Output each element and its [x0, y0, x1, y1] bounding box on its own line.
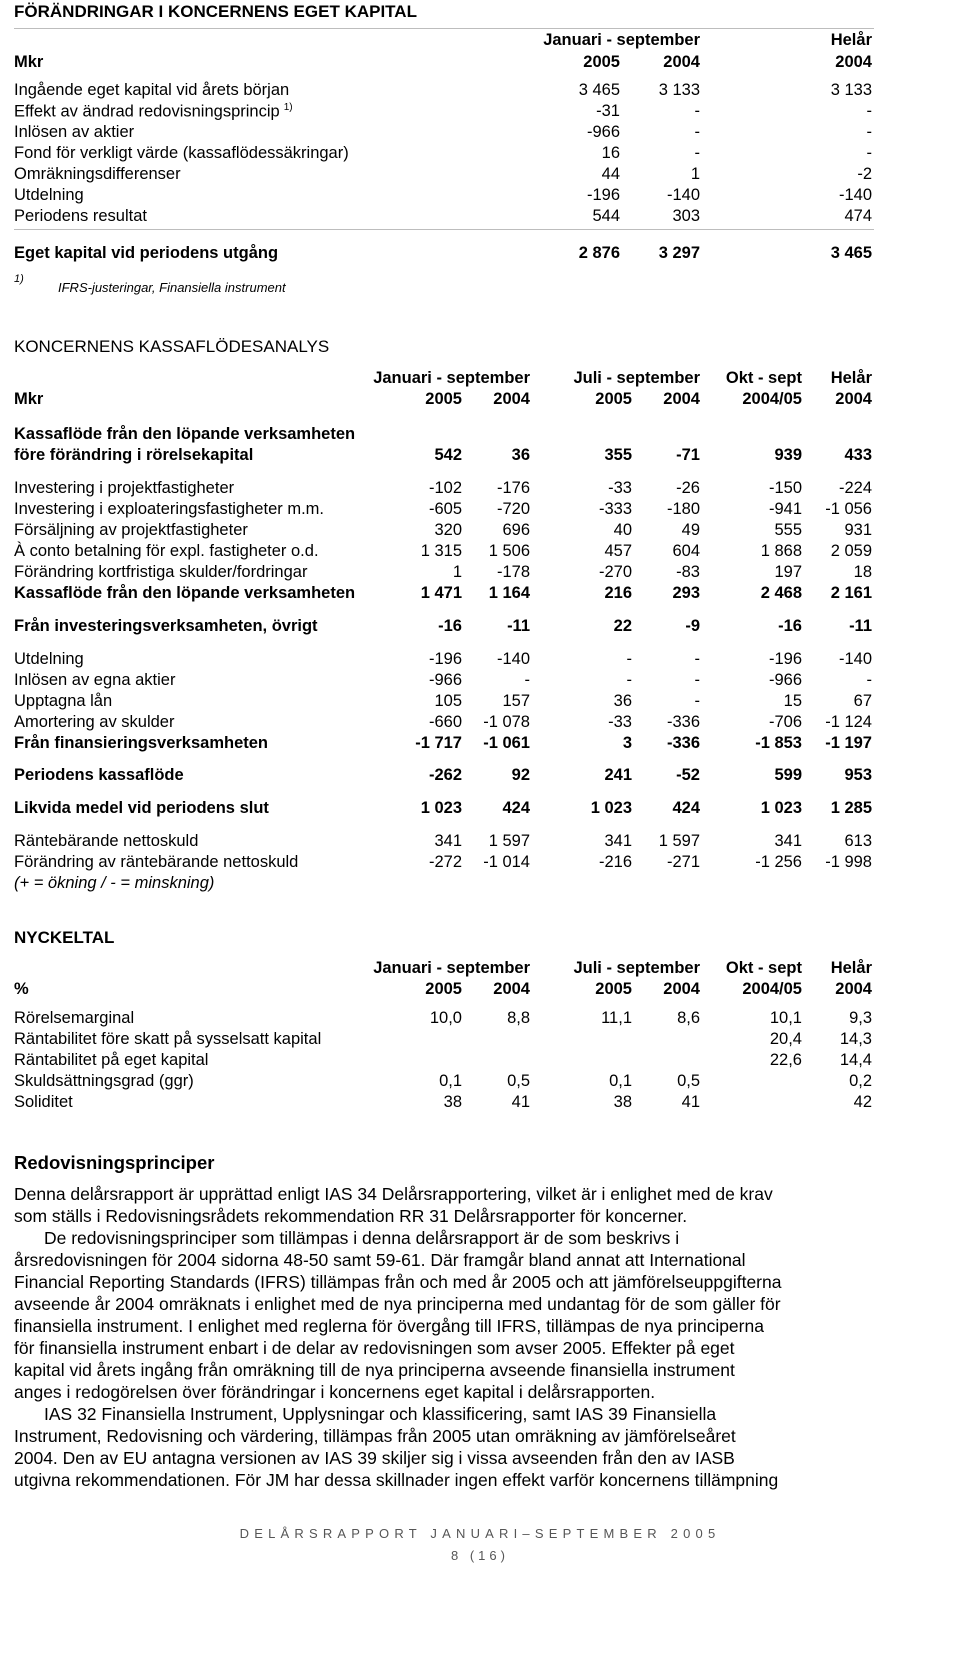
- principles-line: 2004. Den av EU antagna versionen av IAS 39 skiljer sig i vissa avseenden från den av IASB: [14, 1448, 735, 1468]
- ratios-row-label: Soliditet: [14, 1093, 73, 1111]
- cashflow-mkr: Mkr: [14, 390, 44, 408]
- cashflow-cell: 341: [774, 832, 802, 850]
- cashflow-cell: -: [524, 671, 530, 689]
- cashflow-cell: -180: [666, 500, 700, 518]
- equity-total-label: Eget kapital vid periodens utgång: [14, 244, 279, 262]
- cashflow-cell: 320: [434, 521, 462, 539]
- cashflow-cell: -1 124: [825, 713, 872, 731]
- cashflow-top-cell: 36: [511, 446, 530, 464]
- equity-row-label: Periodens resultat: [14, 207, 147, 225]
- cashflow-cell: -: [694, 650, 700, 668]
- cashflow-cell: -196: [768, 650, 802, 668]
- cashflow-cell: -: [866, 671, 872, 689]
- ratios-cell: 41: [681, 1093, 700, 1111]
- ratios-year: 2005: [595, 980, 632, 998]
- equity-cell: -: [694, 144, 700, 162]
- cashflow-cell: -1 717: [415, 734, 462, 752]
- cashflow-cell: -176: [496, 479, 530, 497]
- equity-mkr: Mkr: [14, 53, 44, 71]
- equity-cell: 44: [601, 165, 620, 183]
- equity-total-divider: [14, 229, 874, 230]
- cashflow-cell: -140: [496, 650, 530, 668]
- equity-cell: 3 465: [578, 81, 620, 99]
- cashflow-top-label-2: före förändring i rörelsekapital: [14, 446, 254, 464]
- cashflow-row-label: Från investeringsverksamheten, övrigt: [14, 617, 318, 635]
- cashflow-cell: 2 468: [760, 584, 802, 602]
- cashflow-cell: 341: [434, 832, 462, 850]
- ratios-cell: 0,1: [439, 1072, 462, 1090]
- equity-cell: -966: [586, 123, 620, 141]
- cashflow-cell: 92: [511, 766, 530, 784]
- cashflow-cell: 1 023: [590, 799, 632, 817]
- cashflow-row-label: Försäljning av projektfastigheter: [14, 521, 248, 539]
- principles-line: Financial Reporting Standards (IFRS) tillämpas från och med år 2005 och att jämförelseuppgifterna: [14, 1272, 782, 1292]
- cashflow-cell: 931: [844, 521, 872, 539]
- cashflow-row-label: Förändring kortfristiga skulder/fordringar: [14, 563, 308, 581]
- equity-cell: -140: [838, 186, 872, 204]
- cashflow-cell: -706: [768, 713, 802, 731]
- cashflow-cell: -262: [428, 766, 462, 784]
- cashflow-cell: 341: [604, 832, 632, 850]
- cashflow-row-label: Upptagna lån: [14, 692, 113, 710]
- cashflow-cell: 18: [853, 563, 872, 581]
- cashflow-row-label: Förändring av räntebärande nettoskuld: [14, 853, 299, 871]
- equity-year-1: 2004: [663, 53, 700, 71]
- principles-title: Redovisningsprinciper: [14, 1152, 215, 1173]
- equity-cell: -196: [586, 186, 620, 204]
- equity-cell: -: [694, 123, 700, 141]
- cashflow-top-cell: -71: [676, 446, 700, 464]
- cashflow-row-label: Kassaflöde från den löpande verksamheten: [14, 584, 356, 602]
- cashflow-title: KONCERNENS KASSAFLÖDESANALYS: [14, 337, 330, 356]
- cashflow-top-label-1: Kassaflöde från den löpande verksamheten: [14, 425, 356, 443]
- cashflow-cell: 953: [844, 766, 872, 784]
- cashflow-row-label: À conto betalning för expl. fastigheter o.d.: [14, 542, 319, 560]
- cashflow-cell: 15: [783, 692, 802, 710]
- equity-cell: -: [694, 102, 700, 120]
- principles-line: utgivna rekommendationen. För JM har dessa skillnader ingen effekt varför koncernens tillämpning: [14, 1470, 779, 1490]
- ratios-cell: 0,5: [507, 1072, 530, 1090]
- ratios-cell: 0,2: [849, 1072, 872, 1090]
- cashflow-top-cell: 433: [844, 446, 872, 464]
- cashflow-cell: -271: [666, 853, 700, 871]
- equity-period-head: Januari - september: [543, 31, 700, 49]
- ratios-cell: 41: [511, 1093, 530, 1111]
- ratios-title: NYCKELTAL: [14, 928, 115, 947]
- footnote-reference: 1): [283, 102, 293, 113]
- equity-total-value: 3 465: [830, 244, 872, 262]
- equity-cell: 3 133: [830, 81, 872, 99]
- ratios-cell: 8,8: [507, 1009, 530, 1027]
- cashflow-cell: -140: [838, 650, 872, 668]
- equity-row-label: Effekt av ändrad redovisningsprincip $^{1)}$: [14, 102, 293, 121]
- cashflow-row-label: Utdelning: [14, 650, 84, 668]
- cashflow-cell: 424: [502, 799, 530, 817]
- cashflow-cell: -1 197: [825, 734, 872, 752]
- cashflow-year: 2004/05: [742, 390, 802, 408]
- cashflow-year: 2004: [663, 390, 700, 408]
- ratios-cell: 8,6: [677, 1009, 700, 1027]
- cashflow-head-jan-sep: Januari - september: [373, 369, 530, 387]
- principles-line: IAS 32 Finansiella Instrument, Upplysningar och klassificering, samt IAS 39 Finansiella: [44, 1404, 717, 1424]
- equity-cell: -2: [857, 165, 872, 183]
- cashflow-cell: 1 285: [830, 799, 872, 817]
- cashflow-cell: 36: [613, 692, 632, 710]
- cashflow-cell: -9: [685, 617, 700, 635]
- principles-line: för finansiella instrument enbart i de delar av redovisningen som avser 2005. Effekter på eget: [14, 1338, 735, 1358]
- cashflow-cell: -11: [849, 617, 872, 635]
- equity-year-0: 2005: [583, 53, 620, 71]
- equity-full-head: Helår: [830, 31, 872, 49]
- cashflow-cell: -11: [507, 617, 530, 635]
- equity-total-value: 3 297: [658, 244, 700, 262]
- cashflow-cell: -966: [768, 671, 802, 689]
- cashflow-cell: -: [694, 671, 700, 689]
- cashflow-cell: -224: [838, 479, 872, 497]
- cashflow-cell: 1 023: [420, 799, 462, 817]
- cashflow-cell: -1 078: [483, 713, 530, 731]
- ratios-cell: 42: [853, 1093, 872, 1111]
- cashflow-cell: 67: [853, 692, 872, 710]
- equity-row-label: Inlösen av aktier: [14, 123, 135, 141]
- cashflow-row-label: Periodens kassaflöde: [14, 766, 184, 784]
- cashflow-year: 2005: [595, 390, 632, 408]
- cashflow-cell: 1 315: [420, 542, 462, 560]
- cashflow-cell: -150: [768, 479, 802, 497]
- cashflow-row-label: Amortering av skulder: [14, 713, 175, 731]
- cashflow-cell: 424: [672, 799, 700, 817]
- footer-report-title: DELÅRSRAPPORT JANUARI–SEPTEMBER 2005: [239, 1526, 721, 1541]
- cashflow-cell: -333: [598, 500, 632, 518]
- cashflow-year: 2004: [835, 390, 872, 408]
- ratios-year: 2004: [493, 980, 530, 998]
- cashflow-cell: -16: [778, 617, 802, 635]
- equity-row-label: Fond för verkligt värde (kassaflödessäkringar): [14, 144, 349, 162]
- cashflow-cell: -1 056: [825, 500, 872, 518]
- cashflow-cell: -: [626, 650, 632, 668]
- cashflow-cell: 105: [434, 692, 462, 710]
- cashflow-head-helar: Helår: [830, 369, 872, 387]
- cashflow-cell: 1 506: [488, 542, 530, 560]
- cashflow-cell: 1 164: [488, 584, 530, 602]
- cashflow-cell: -16: [438, 617, 462, 635]
- footer-page-number: 8 (16): [451, 1548, 509, 1563]
- principles-body: [14, 1183, 954, 1491]
- cashflow-cell: 696: [502, 521, 530, 539]
- cashflow-cell: 1: [452, 563, 462, 581]
- footnote-text: IFRS-justeringar, Finansiella instrument: [58, 280, 286, 295]
- ratios-row-label: Skuldsättningsgrad (ggr): [14, 1072, 194, 1090]
- equity-cell: -: [866, 144, 872, 162]
- equity-year-2: 2004: [835, 53, 872, 71]
- ratios-head-helar: Helår: [830, 959, 872, 977]
- cashflow-row-label: Inlösen av egna aktier: [14, 671, 176, 689]
- ratios-cell: 38: [613, 1093, 632, 1111]
- cashflow-cell: 40: [613, 521, 632, 539]
- cashflow-cell: -966: [428, 671, 462, 689]
- cashflow-cell: 555: [774, 521, 802, 539]
- ratios-cell: 38: [443, 1093, 462, 1111]
- cashflow-row-label: Investering i exploateringsfastigheter m.m.: [14, 500, 324, 518]
- equity-cell: -: [866, 123, 872, 141]
- cashflow-row-label: Räntebärande nettoskuld: [14, 832, 199, 850]
- cashflow-cell: -1 061: [483, 734, 530, 752]
- cashflow-cell: 1 597: [488, 832, 530, 850]
- cashflow-cell: 22: [613, 617, 632, 635]
- cashflow-cell: -52: [676, 766, 700, 784]
- footnote-mark: 1): [14, 273, 24, 285]
- cashflow-cell: -: [626, 671, 632, 689]
- equity-cell: -31: [596, 102, 620, 120]
- cashflow-cell: -660: [428, 713, 462, 731]
- cashflow-cell: 2 161: [830, 584, 872, 602]
- equity-cell: 474: [844, 207, 872, 225]
- cashflow-cell: -336: [666, 713, 700, 731]
- ratios-row-label: Rörelsemarginal: [14, 1009, 135, 1027]
- cashflow-cell: 241: [604, 766, 632, 784]
- cashflow-cell: 3: [622, 734, 632, 752]
- cashflow-cell: 157: [502, 692, 530, 710]
- ratios-cell: 14,4: [839, 1051, 872, 1069]
- cashflow-cell: 604: [672, 542, 700, 560]
- equity-top-divider: [14, 28, 874, 29]
- equity-row-label: Omräkningsdifferenser: [14, 165, 181, 183]
- cashflow-cell: -720: [496, 500, 530, 518]
- cashflow-cell: -941: [768, 500, 802, 518]
- cashflow-cell: 197: [774, 563, 802, 581]
- cashflow-top-cell: 542: [434, 446, 462, 464]
- cashflow-cell: 1 868: [760, 542, 802, 560]
- cashflow-cell: -1 014: [483, 853, 530, 871]
- equity-cell: 3 133: [658, 81, 700, 99]
- equity-cell: -: [866, 102, 872, 120]
- cashflow-cell: 49: [681, 521, 700, 539]
- ratios-cell: 10,1: [769, 1009, 802, 1027]
- ratios-head-okt-sept: Okt - sept: [725, 959, 802, 977]
- ratios-cell: 20,4: [769, 1030, 802, 1048]
- principles-line: årsredovisningen för 2004 sidorna 48-50 samt 59-61. Där framgår bland annat att International: [14, 1250, 746, 1270]
- principles-line: De redovisningsprinciper som tillämpas i denna delårsrapport är de som beskrivs i: [44, 1228, 680, 1248]
- cashflow-cell: -26: [676, 479, 700, 497]
- cashflow-cell: -270: [598, 563, 632, 581]
- cashflow-cell: 1 471: [420, 584, 462, 602]
- cashflow-cell: 599: [774, 766, 802, 784]
- cashflow-cell: 216: [604, 584, 632, 602]
- cashflow-cell: -216: [598, 853, 632, 871]
- equity-row-label: Ingående eget kapital vid årets början: [14, 81, 290, 99]
- principles-line: anges i redogörelsen över förändringar i koncernens eget kapital i delårsrapporten.: [14, 1382, 656, 1402]
- ratios-year: 2005: [425, 980, 462, 998]
- cashflow-row-label: Likvida medel vid periodens slut: [14, 799, 269, 817]
- cashflow-cell: -1 256: [755, 853, 802, 871]
- ratios-row-label: Räntabilitet på eget kapital: [14, 1051, 209, 1069]
- equity-cell: 544: [592, 207, 620, 225]
- cashflow-cell: -1 853: [755, 734, 802, 752]
- cashflow-cell: -272: [428, 853, 462, 871]
- cashflow-cell: -336: [666, 734, 700, 752]
- cashflow-cell: -1 998: [825, 853, 872, 871]
- cashflow-head-okt-sept: Okt - sept: [725, 369, 802, 387]
- ratios-cell: 0,5: [677, 1072, 700, 1090]
- cashflow-cell: 2 059: [830, 542, 872, 560]
- cashflow-cell: 1 597: [658, 832, 700, 850]
- cashflow-cell: 457: [604, 542, 632, 560]
- ratios-pct: %: [14, 980, 29, 998]
- ratios-year: 2004/05: [742, 980, 802, 998]
- equity-cell: 1: [690, 165, 700, 183]
- cashflow-note: (+ = ökning / - = minskning): [14, 874, 215, 892]
- cashflow-cell: 1 023: [760, 799, 802, 817]
- equity-cell: 303: [672, 207, 700, 225]
- principles-line: Instrument, Redovisning och värdering, tillämpas från 2005 utan omräkning av jämförelseåret: [14, 1426, 736, 1446]
- cashflow-cell: -: [694, 692, 700, 710]
- equity-cell: 16: [601, 144, 620, 162]
- cashflow-row-label: Investering i projektfastigheter: [14, 479, 235, 497]
- cashflow-cell: -605: [428, 500, 462, 518]
- ratios-year: 2004: [835, 980, 872, 998]
- cashflow-cell: -33: [608, 713, 632, 731]
- cashflow-year: 2004: [493, 390, 530, 408]
- cashflow-row-label: Från finansieringsverksamheten: [14, 734, 269, 752]
- principles-line: avseende år 2004 omräknats i enlighet med de nya principerna med undantag för de som gäller för: [14, 1294, 781, 1314]
- ratios-head-jul-sep: Juli - september: [573, 959, 700, 977]
- ratios-cell: 22,6: [769, 1051, 802, 1069]
- equity-title: FÖRÄNDRINGAR I KONCERNENS EGET KAPITAL: [14, 2, 417, 21]
- cashflow-head-jul-sep: Juli - september: [573, 369, 700, 387]
- equity-row-label: Utdelning: [14, 186, 84, 204]
- cashflow-cell: -33: [608, 479, 632, 497]
- principles-line: som ställs i Redovisningsrådets rekommendation RR 31 Delårsrapporter för koncerner.: [14, 1206, 688, 1226]
- cashflow-cell: -102: [428, 479, 462, 497]
- principles-line: kapital vid årets ingång från omräkning till de nya principerna avseende finansiella instrument: [14, 1360, 735, 1380]
- cashflow-cell: 613: [844, 832, 872, 850]
- cashflow-year: 2005: [425, 390, 462, 408]
- ratios-cell: 0,1: [609, 1072, 632, 1090]
- ratios-cell: 10,0: [429, 1009, 462, 1027]
- ratios-cell: 11,1: [601, 1009, 632, 1027]
- principles-line: finansiella instrument. I enlighet med reglerna för övergång till IFRS, tillämpas de nya principerna: [14, 1316, 764, 1336]
- cashflow-cell: 293: [672, 584, 700, 602]
- equity-total-value: 2 876: [578, 244, 620, 262]
- cashflow-cell: -83: [676, 563, 700, 581]
- cashflow-cell: -196: [428, 650, 462, 668]
- ratios-year: 2004: [663, 980, 700, 998]
- ratios-row-label: Räntabilitet före skatt på sysselsatt kapital: [14, 1030, 322, 1048]
- ratios-cell: 14,3: [839, 1030, 872, 1048]
- cashflow-cell: -178: [496, 563, 530, 581]
- ratios-head-jan-sep: Januari - september: [373, 959, 530, 977]
- cashflow-top-cell: 939: [774, 446, 802, 464]
- ratios-cell: 9,3: [849, 1009, 872, 1027]
- cashflow-top-cell: 355: [604, 446, 632, 464]
- equity-cell: -140: [666, 186, 700, 204]
- principles-line: Denna delårsrapport är upprättad enligt IAS 34 Delårsrapportering, vilket är i enlighet med de krav: [14, 1184, 773, 1204]
